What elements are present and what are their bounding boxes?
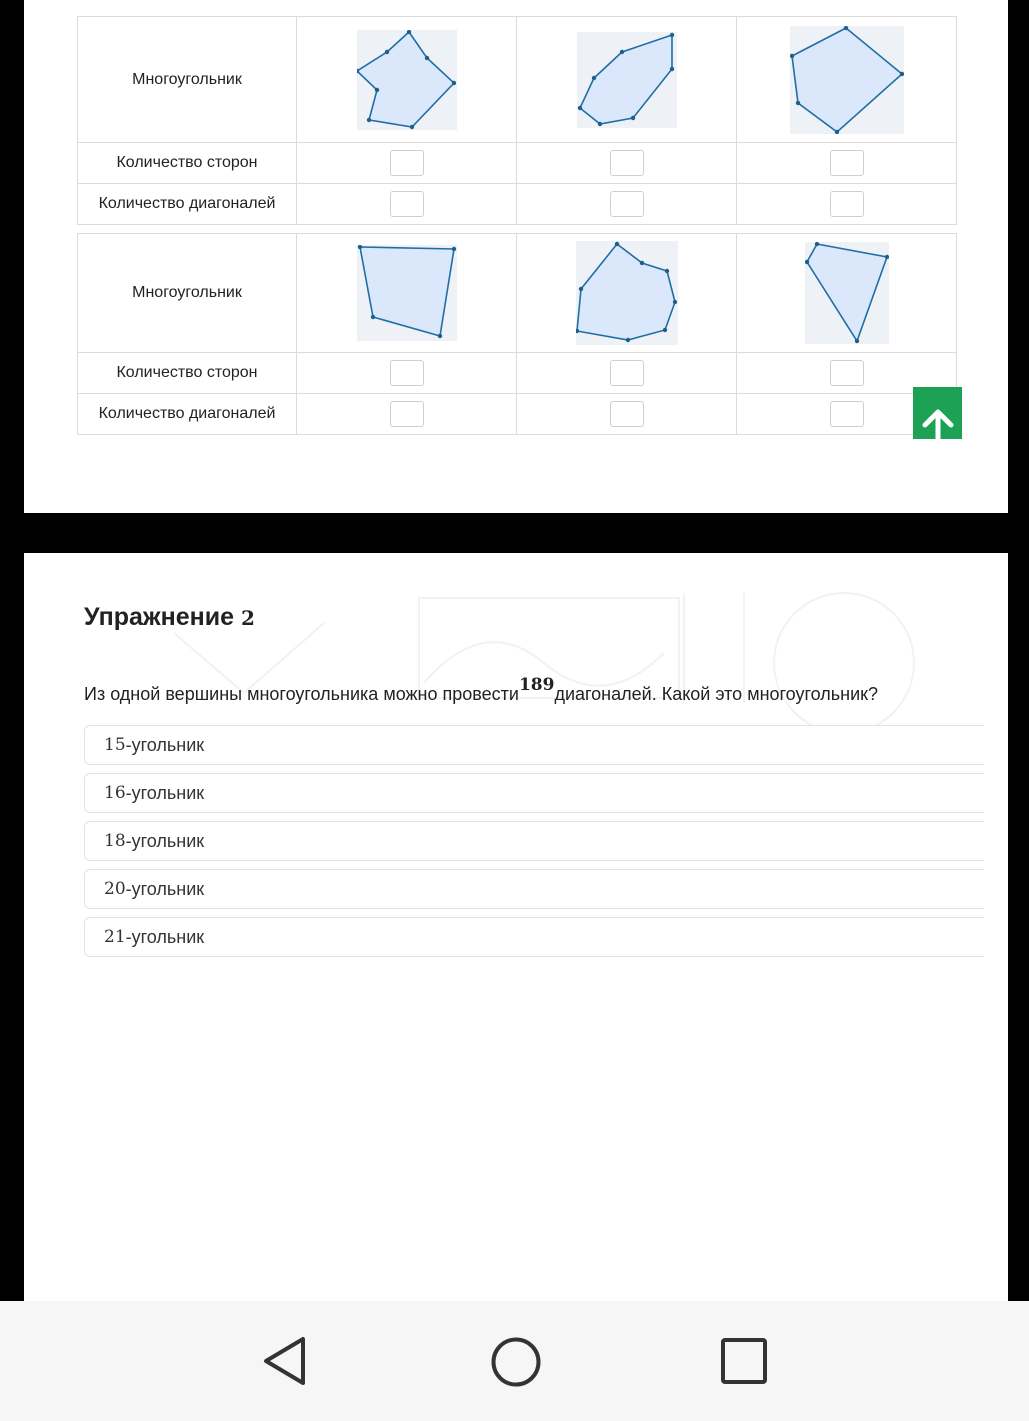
answer-option-1[interactable] xyxy=(84,725,984,765)
back-icon[interactable] xyxy=(262,1335,308,1387)
option-suffix: -угольник xyxy=(125,782,205,803)
answer-options xyxy=(84,725,984,965)
scroll-to-top-button[interactable] xyxy=(913,387,962,439)
exercise-title xyxy=(84,603,255,632)
question-text xyxy=(84,675,878,705)
diagonals-input-6[interactable] xyxy=(830,401,864,427)
sides-input-2[interactable] xyxy=(610,150,644,176)
diagonals-input-1[interactable] xyxy=(390,191,424,217)
system-navigation-bar xyxy=(0,1301,1029,1421)
row-label-diagonals: Количество диагоналей xyxy=(78,394,297,435)
polygon-figure-5 xyxy=(517,234,737,353)
polygon-figure-4 xyxy=(297,234,517,353)
row-label-polygon: Многоугольник xyxy=(78,234,297,353)
answer-option-4[interactable] xyxy=(84,869,984,909)
question-before: Из одной вершины многоугольника можно провести xyxy=(84,684,519,704)
diagonals-input-5[interactable] xyxy=(610,401,644,427)
option-number: 20 xyxy=(104,879,126,899)
row-label-diagonals: Количество диагоналей xyxy=(78,184,297,225)
option-suffix: -угольник xyxy=(125,926,205,947)
row-label-polygon: Многоугольник xyxy=(78,17,297,143)
option-number: 21 xyxy=(104,927,126,947)
option-number: 18 xyxy=(104,831,126,851)
option-suffix: -угольник xyxy=(125,734,205,755)
exercise-title-text: Упражнение xyxy=(84,603,234,631)
row-label-sides: Количество сторон xyxy=(78,353,297,394)
option-suffix: -угольник xyxy=(125,878,205,899)
polygon-figure-3 xyxy=(737,17,957,143)
answer-option-5[interactable] xyxy=(84,917,984,957)
exercise-number: 2 xyxy=(240,606,255,630)
answer-option-3[interactable] xyxy=(84,821,984,861)
row-label-sides: Количество сторон xyxy=(78,143,297,184)
sides-input-3[interactable] xyxy=(830,150,864,176)
sides-input-4[interactable] xyxy=(390,360,424,386)
polygon-figure-2 xyxy=(517,17,737,143)
recents-icon[interactable] xyxy=(720,1337,768,1385)
diagonals-input-3[interactable] xyxy=(830,191,864,217)
polygon-figure-6 xyxy=(737,234,957,353)
polygon-table-1 xyxy=(77,16,957,225)
diagonals-input-2[interactable] xyxy=(610,191,644,217)
arrow-up-icon xyxy=(921,407,955,439)
polygon-figure-1 xyxy=(297,17,517,143)
question-value: 189 xyxy=(518,675,555,695)
sides-input-6[interactable] xyxy=(830,360,864,386)
answer-option-2[interactable] xyxy=(84,773,984,813)
question-after: диагоналей. Какой это многоугольник? xyxy=(554,684,879,704)
option-number: 15 xyxy=(104,735,126,755)
option-number: 16 xyxy=(104,783,126,803)
exercise-panel xyxy=(24,553,1008,1301)
sides-input-5[interactable] xyxy=(610,360,644,386)
polygon-tables-panel xyxy=(24,0,1008,513)
home-icon[interactable] xyxy=(490,1336,542,1388)
sides-input-1[interactable] xyxy=(390,150,424,176)
diagonals-input-4[interactable] xyxy=(390,401,424,427)
polygon-table-2 xyxy=(77,233,957,435)
option-suffix: -угольник xyxy=(125,830,205,851)
